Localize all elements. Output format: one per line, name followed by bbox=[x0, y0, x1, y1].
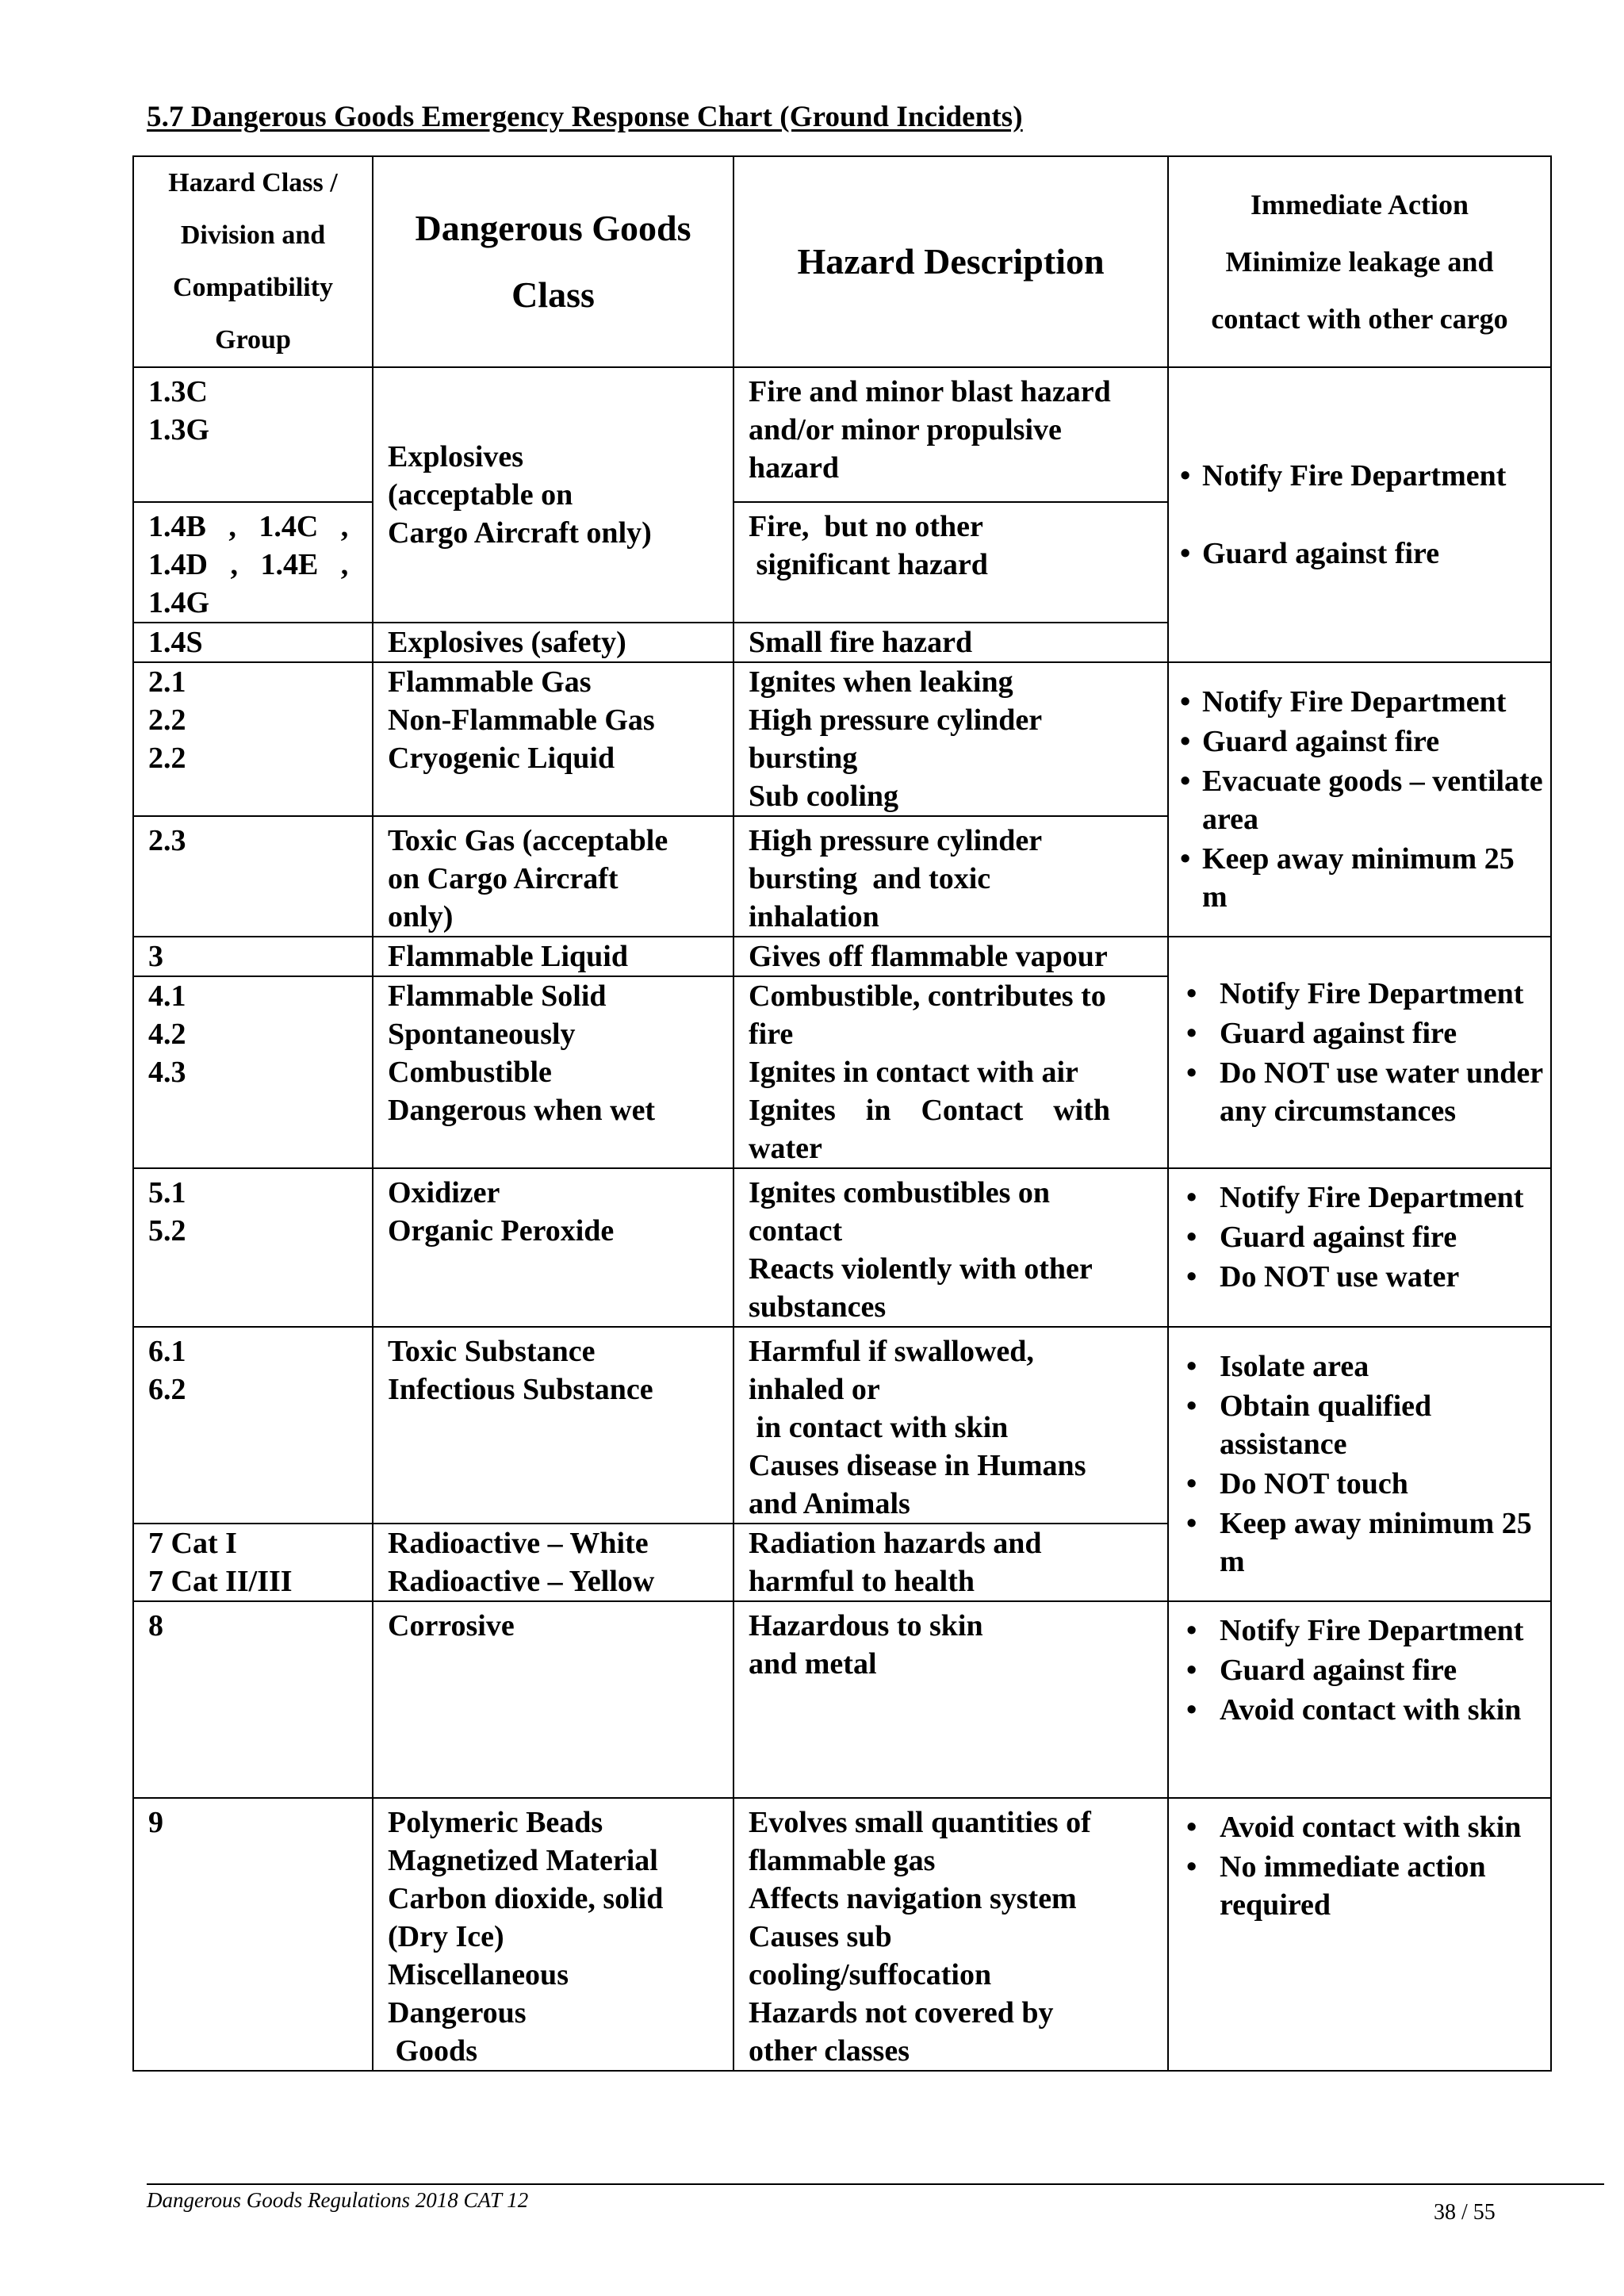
description-cell: Fire and minor blast hazard and/or minor propulsive hazard bbox=[733, 367, 1168, 502]
page-number: 38 / 55 bbox=[1434, 2200, 1496, 2225]
action-cell-oxidizers bbox=[1168, 1168, 1551, 1327]
list-item: • Do NOT use water bbox=[1178, 1258, 1544, 1296]
description-cell: High pressure cylinder bursting and toxic inhalation bbox=[733, 816, 1168, 937]
list-item: • Notify Fire Department bbox=[1178, 975, 1544, 1013]
action-cell-toxic bbox=[1168, 1327, 1551, 1601]
name-cell: Toxic Substance Infectious Substance bbox=[373, 1327, 733, 1524]
list-item: • Notify Fire Department bbox=[1178, 683, 1544, 721]
name-cell: Flammable Solid Spontaneously Combustible Dangerous when wet bbox=[373, 976, 733, 1168]
class-cell: 1.4B , 1.4C , 1.4D , 1.4E , 1.4G bbox=[133, 502, 373, 623]
action-list bbox=[1178, 1179, 1544, 1296]
list-item: • Notify Fire Department bbox=[1178, 1612, 1544, 1650]
action-list bbox=[1178, 1612, 1544, 1729]
description-cell: Ignites when leaking High pressure cylinder bursting Sub cooling bbox=[733, 662, 1168, 816]
class-cell: 1.3C 1.3G bbox=[133, 367, 373, 502]
list-item: • Notify Fire Department bbox=[1178, 457, 1544, 495]
class-cell: 4.1 4.2 4.3 bbox=[133, 976, 373, 1168]
list-item: • Evacuate goods – ventilate area bbox=[1178, 762, 1544, 838]
list-item: • Avoid contact with skin bbox=[1178, 1691, 1544, 1729]
class-cell: 8 bbox=[133, 1601, 373, 1798]
header-dg-class: Dangerous Goods Class bbox=[373, 156, 733, 367]
description-cell: Fire, but no other significant hazard bbox=[733, 502, 1168, 623]
list-item: • Keep away minimum 25 m bbox=[1178, 1504, 1544, 1581]
footer-rule bbox=[147, 2183, 1604, 2185]
name-cell-explosives: Explosives (acceptable on Cargo Aircraft only) bbox=[373, 367, 733, 623]
description-cell: Harmful if swallowed, inhaled or in contact with skin Causes disease in Humans and Animals bbox=[733, 1327, 1168, 1524]
description-cell: Combustible, contributes to fire Ignites in contact with air Ignites in Contact with water bbox=[733, 976, 1168, 1168]
name-cell: Polymeric Beads Magnetized Material Carbon dioxide, solid (Dry Ice) Miscellaneous Dangerous Goods bbox=[373, 1798, 733, 2071]
description-cell: Ignites combustibles on contact Reacts violently with other substances bbox=[733, 1168, 1168, 1327]
class-cell: 5.1 5.2 bbox=[133, 1168, 373, 1327]
table-header-row bbox=[133, 156, 1551, 367]
page-title: 5.7 Dangerous Goods Emergency Response Chart (Ground Incidents) bbox=[147, 101, 1023, 133]
action-cell-gases bbox=[1168, 662, 1551, 937]
list-item: • Keep away minimum 25 m bbox=[1178, 840, 1544, 916]
table-row bbox=[133, 1798, 1551, 2071]
name-cell: Corrosive bbox=[373, 1601, 733, 1798]
list-item: • Notify Fire Department bbox=[1178, 1179, 1544, 1217]
header-immediate-action: Immediate Action Minimize leakage and contact with other cargo bbox=[1168, 156, 1551, 367]
name-cell: Radioactive – White Radioactive – Yellow bbox=[373, 1524, 733, 1601]
table-row bbox=[133, 1168, 1551, 1327]
list-item: • Avoid contact with skin bbox=[1178, 1808, 1544, 1846]
list-item: • Guard against fire bbox=[1178, 723, 1544, 761]
footer-document-title: Dangerous Goods Regulations 2018 CAT 12 bbox=[147, 2188, 529, 2212]
list-item: • Isolate area bbox=[1178, 1347, 1544, 1386]
class-cell: 1.4S bbox=[133, 623, 373, 662]
name-cell: Flammable Gas Non-Flammable Gas Cryogenic Liquid bbox=[373, 662, 733, 816]
list-item: • Guard against fire bbox=[1178, 535, 1544, 573]
action-list bbox=[1178, 683, 1544, 916]
table-row bbox=[133, 367, 1551, 502]
action-list bbox=[1178, 1347, 1544, 1581]
description-cell: Gives off flammable vapour bbox=[733, 937, 1168, 976]
action-cell-miscellaneous bbox=[1168, 1798, 1551, 2071]
name-cell: Oxidizer Organic Peroxide bbox=[373, 1168, 733, 1327]
list-item: • Guard against fire bbox=[1178, 1218, 1544, 1256]
table-row bbox=[133, 1601, 1551, 1798]
emergency-response-table bbox=[132, 155, 1552, 2072]
class-cell: 9 bbox=[133, 1798, 373, 2071]
action-cell-corrosive bbox=[1168, 1601, 1551, 1798]
action-cell-explosives bbox=[1168, 367, 1551, 662]
class-cell: 3 bbox=[133, 937, 373, 976]
name-cell: Flammable Liquid bbox=[373, 937, 733, 976]
description-cell: Small fire hazard bbox=[733, 623, 1168, 662]
description-cell: Radiation hazards and harmful to health bbox=[733, 1524, 1168, 1601]
table-row bbox=[133, 662, 1551, 816]
name-cell: Explosives (safety) bbox=[373, 623, 733, 662]
class-cell: 6.1 6.2 bbox=[133, 1327, 373, 1524]
description-cell: Evolves small quantities of flammable gas Affects navigation system Causes sub cooling/suffocation Hazards not covered by other classes bbox=[733, 1798, 1168, 2071]
header-hazard-class: Hazard Class / Division and Compatibility Group bbox=[133, 156, 373, 367]
action-list bbox=[1178, 457, 1544, 573]
action-list bbox=[1178, 975, 1544, 1130]
class-cell: 7 Cat I 7 Cat II/III bbox=[133, 1524, 373, 1601]
action-list bbox=[1178, 1808, 1544, 1924]
list-item: • No immediate action required bbox=[1178, 1848, 1544, 1924]
table-row bbox=[133, 937, 1551, 976]
table-row bbox=[133, 1327, 1551, 1524]
list-item: • Do NOT use water under any circumstances bbox=[1178, 1054, 1544, 1130]
list-item: • Obtain qualified assistance bbox=[1178, 1387, 1544, 1463]
action-cell-flammables bbox=[1168, 937, 1551, 1168]
list-item: • Guard against fire bbox=[1178, 1651, 1544, 1689]
class-cell: 2.3 bbox=[133, 816, 373, 937]
class-cell: 2.1 2.2 2.2 bbox=[133, 662, 373, 816]
list-item: • Do NOT touch bbox=[1178, 1465, 1544, 1503]
name-cell: Toxic Gas (acceptable on Cargo Aircraft only) bbox=[373, 816, 733, 937]
header-description: Hazard Description bbox=[733, 156, 1168, 367]
description-cell: Hazardous to skin and metal bbox=[733, 1601, 1168, 1798]
list-item: • Guard against fire bbox=[1178, 1014, 1544, 1052]
